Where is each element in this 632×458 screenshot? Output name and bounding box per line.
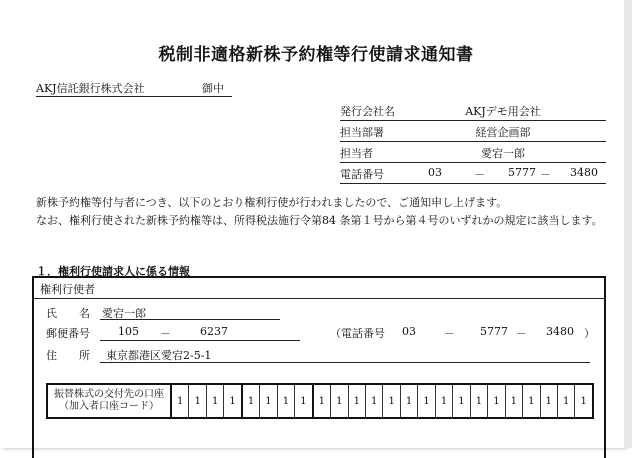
- account-digit-cell: 1: [366, 385, 383, 417]
- account-code-label: [48, 385, 172, 417]
- phone-dash: －: [516, 327, 527, 340]
- account-digit-cell: 1: [207, 385, 224, 417]
- account-label-line-1: 振替株式の交付先の口座: [54, 389, 164, 400]
- account-digit-cell: 1: [541, 385, 558, 417]
- account-digit-cell: 1: [278, 385, 295, 417]
- account-code-table: [46, 383, 594, 419]
- issuer-dept: 経営企画部: [475, 126, 531, 139]
- issuer-info: [340, 100, 606, 184]
- name-label: 氏 名: [46, 307, 90, 320]
- issuer-company-label: 発行会社名: [340, 105, 395, 118]
- issuer-person-label: 担当者: [340, 147, 373, 160]
- phone-dash: －: [444, 327, 455, 340]
- document-title: 税制非適格新株予約権等行使請求通知書: [158, 45, 474, 65]
- account-digit-cell: 1: [488, 385, 505, 417]
- account-code-cells: [172, 385, 592, 417]
- postal-dash: －: [160, 327, 171, 340]
- account-digit-cell: 1: [224, 385, 242, 417]
- holder-heading: 権利行使者: [40, 283, 95, 296]
- notice-line-2: なお、権利行使された新株予約権等は、所得税法施行令第84 条第１号から第４号のいずれかの規定に該当します。: [36, 214, 603, 227]
- account-digit-cell: 1: [558, 385, 575, 417]
- phone-line: 3480: [546, 325, 574, 338]
- issuer-phone-dash: －: [474, 168, 485, 181]
- issuer-dept-label: 担当部署: [340, 126, 384, 139]
- requester-info-box: [32, 276, 606, 458]
- issuer-phone-line: 3480: [570, 166, 598, 179]
- account-digit-cell: 1: [453, 385, 470, 417]
- account-digit-cell: 1: [331, 385, 348, 417]
- account-digit-cell: 1: [383, 385, 400, 417]
- notice-line-1: 新株予約権等付与者につき、以下のとおり権利行使が行われましたので、ご通知申し上げます。: [36, 196, 508, 209]
- account-digit-cell: 1: [471, 385, 488, 417]
- issuer-company: AKJデモ用会社: [465, 105, 541, 118]
- account-digit-cell: 1: [401, 385, 418, 417]
- section-heading: １．権利行使請求人に係る情報: [36, 265, 190, 278]
- issuer-phone-label: 電話番号: [340, 168, 384, 181]
- phone-close: ）: [584, 327, 595, 340]
- addressee-honorific: 御中: [202, 82, 224, 95]
- issuer-phone-exchange: 5777: [508, 166, 536, 179]
- account-digit-cell: 1: [349, 385, 366, 417]
- addressee-name: AKJ信託銀行株式会社: [36, 82, 145, 95]
- account-label-line-2: （加入者口座コード）: [59, 401, 159, 412]
- page-edge: [624, 0, 632, 448]
- postal-underline: [100, 340, 300, 341]
- account-digit-cell: 1: [295, 385, 313, 417]
- account-digit-cell: 1: [436, 385, 453, 417]
- phone-open: （電話番号: [330, 327, 385, 340]
- name-underline: [100, 319, 280, 320]
- account-digit-cell: 1: [523, 385, 540, 417]
- divider: [34, 298, 604, 299]
- issuer-phone-row: [340, 163, 606, 184]
- issuer-person: 愛宕一郎: [481, 147, 525, 160]
- issuer-dept-row: [340, 121, 606, 142]
- address-label: 住 所: [46, 349, 90, 362]
- postal-label: 郵便番号: [46, 327, 90, 340]
- address-underline: [100, 362, 590, 363]
- account-digit-cell: 1: [580, 395, 587, 407]
- postal-second: 6237: [200, 325, 228, 338]
- account-digit-cell: 1: [172, 385, 189, 417]
- account-digit-cell: 1: [243, 385, 260, 417]
- account-digit-cell: 1: [189, 385, 206, 417]
- holder-address: 東京都港区愛宕2-5-1: [106, 349, 212, 362]
- account-digit-cell: 1: [260, 385, 277, 417]
- addressee: [36, 80, 232, 97]
- phone-exchange: 5777: [480, 325, 508, 338]
- holder-name: 愛宕一郎: [102, 307, 146, 320]
- issuer-company-row: [340, 100, 606, 121]
- phone-area: 03: [402, 325, 416, 338]
- account-digit-cell: 1: [314, 385, 331, 417]
- account-digit-cell: 1: [418, 385, 435, 417]
- issuer-person-row: [340, 142, 606, 163]
- issuer-phone-area: 03: [428, 166, 442, 179]
- issuer-phone-dash: －: [540, 168, 551, 181]
- postal-first: 105: [118, 325, 139, 338]
- account-digit-cell: 1: [506, 385, 523, 417]
